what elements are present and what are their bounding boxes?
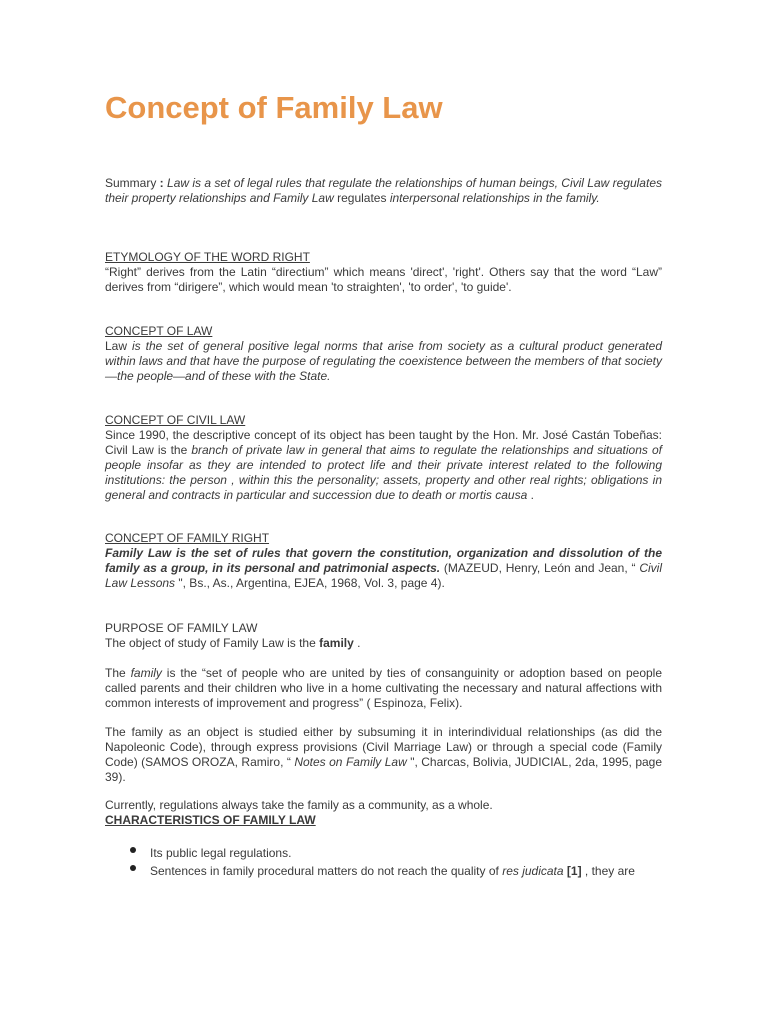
summary-colon: : — [156, 176, 168, 190]
summary-paragraph — [105, 176, 662, 206]
civil-law-end: . — [527, 488, 534, 502]
footnote-link[interactable]: [1] — [563, 864, 582, 878]
etymology-text: “Right” derives from the Latin “directium” which means 'direct', 'right'. Others say that the word “Law” derives from “dirigere”, which would mean 'to straighten', 'to order', 'to guide'. — [105, 265, 662, 294]
family-def-italic: family — [130, 666, 162, 680]
concept-law-heading: CONCEPT OF LAW — [105, 324, 213, 338]
characteristics-heading: CHARACTERISTICS OF FAMILY LAW — [105, 813, 316, 827]
family-right-section — [105, 531, 662, 591]
etymology-heading: ETYMOLOGY OF THE WORD RIGHT — [105, 250, 310, 264]
family-object-b: ", Charcas, Bolivia, JUDICIAL, 2da, 1995, page 39). — [105, 755, 663, 784]
family-definition-paragraph — [105, 666, 662, 711]
characteristics-section — [105, 798, 662, 828]
summary-italic-2: interpersonal relationships in the family. — [389, 191, 600, 205]
list-item-italic: res judicata — [502, 864, 564, 878]
page-title: Concept of Family Law — [105, 90, 443, 125]
civil-law-heading: CONCEPT OF CIVIL LAW — [105, 413, 246, 427]
family-right-plain-1: (MAZEUD, Henry, León and Jean, “ — [440, 561, 640, 575]
summary-label: Summary — [105, 176, 157, 190]
list-item — [105, 846, 705, 864]
family-def-b: is the “set of people who are united by ties of consanguinity or adoption based on people called parents and their children who live in a home cultivating the necessary and natural affections with common interests of improvement and progress” ( Espinoza, Felix). — [105, 666, 663, 710]
purpose-line-end: . — [353, 636, 361, 650]
family-object-a: The family as an object is studied either by subsuming it in interindividual relationships (as did the Napoleonic Code), through express provisions (Civil Marriage Law) or through a special code (Family Code) (SAMOS OROZA, Ramiro, “ — [105, 725, 662, 769]
community-paragraph: Currently, regulations always take the family as a community, as a whole. — [105, 798, 493, 812]
civil-law-plain: Since 1990, the descriptive concept of its object has been taught by the Hon. Mr. José Castán Tobeñas: Civil Law is the — [105, 428, 662, 457]
civil-law-italic: branch of private law in general that aims to regulate the relationships and situations of people insofar as they are intended to protect life and their private interest related to the following institutions: the person , within this the personality; assets, property and other real rights; obligations in general and contracts in particular and succession due to death or mortis causa — [105, 443, 662, 502]
family-object-paragraph — [105, 725, 662, 785]
bullet-icon — [130, 847, 136, 853]
list-item-text-a: Sentences in family procedural matters do not reach the quality of — [150, 864, 503, 878]
purpose-heading: PURPOSE OF FAMILY LAW — [105, 621, 258, 635]
characteristics-list — [105, 846, 705, 882]
etymology-section — [105, 250, 662, 295]
bullet-icon — [130, 865, 136, 871]
list-item-text-b: , they are — [581, 864, 635, 878]
summary-plain-1: regulates — [333, 191, 390, 205]
purpose-section — [105, 621, 662, 651]
purpose-line-plain: The object of study of Family Law is the — [105, 636, 320, 650]
family-right-definition: Family Law is the set of rules that govern the constitution, organization and dissolution of the family as a group, in its personal and patrimonial aspects. — [105, 546, 662, 575]
concept-law-plain: Law — [105, 339, 128, 353]
family-right-italic: Civil Law Lessons — [105, 561, 662, 590]
concept-law-italic: is the set of general positive legal norms that arise from society as a cultural product generated within laws and that have the purpose of regulating the coexistence between the members of that society—the people—and of these with the State. — [105, 339, 662, 383]
family-right-plain-2: ", Bs., As., Argentina, EJEA, 1968, Vol. 3, page 4). — [175, 576, 445, 590]
purpose-line-bold: family — [319, 636, 354, 650]
family-object-italic: Notes on Family Law — [294, 755, 407, 769]
concept-law-section — [105, 324, 662, 384]
list-item-text: Its public legal regulations. — [150, 846, 292, 860]
civil-law-section — [105, 413, 662, 503]
summary-italic-1: Law is a set of legal rules that regulate the relationships of human beings, Civil Law regulates their property relationships and Family Law — [105, 176, 662, 205]
list-item — [105, 864, 705, 882]
family-def-a: The — [105, 666, 131, 680]
family-right-heading: CONCEPT OF FAMILY RIGHT — [105, 531, 270, 545]
